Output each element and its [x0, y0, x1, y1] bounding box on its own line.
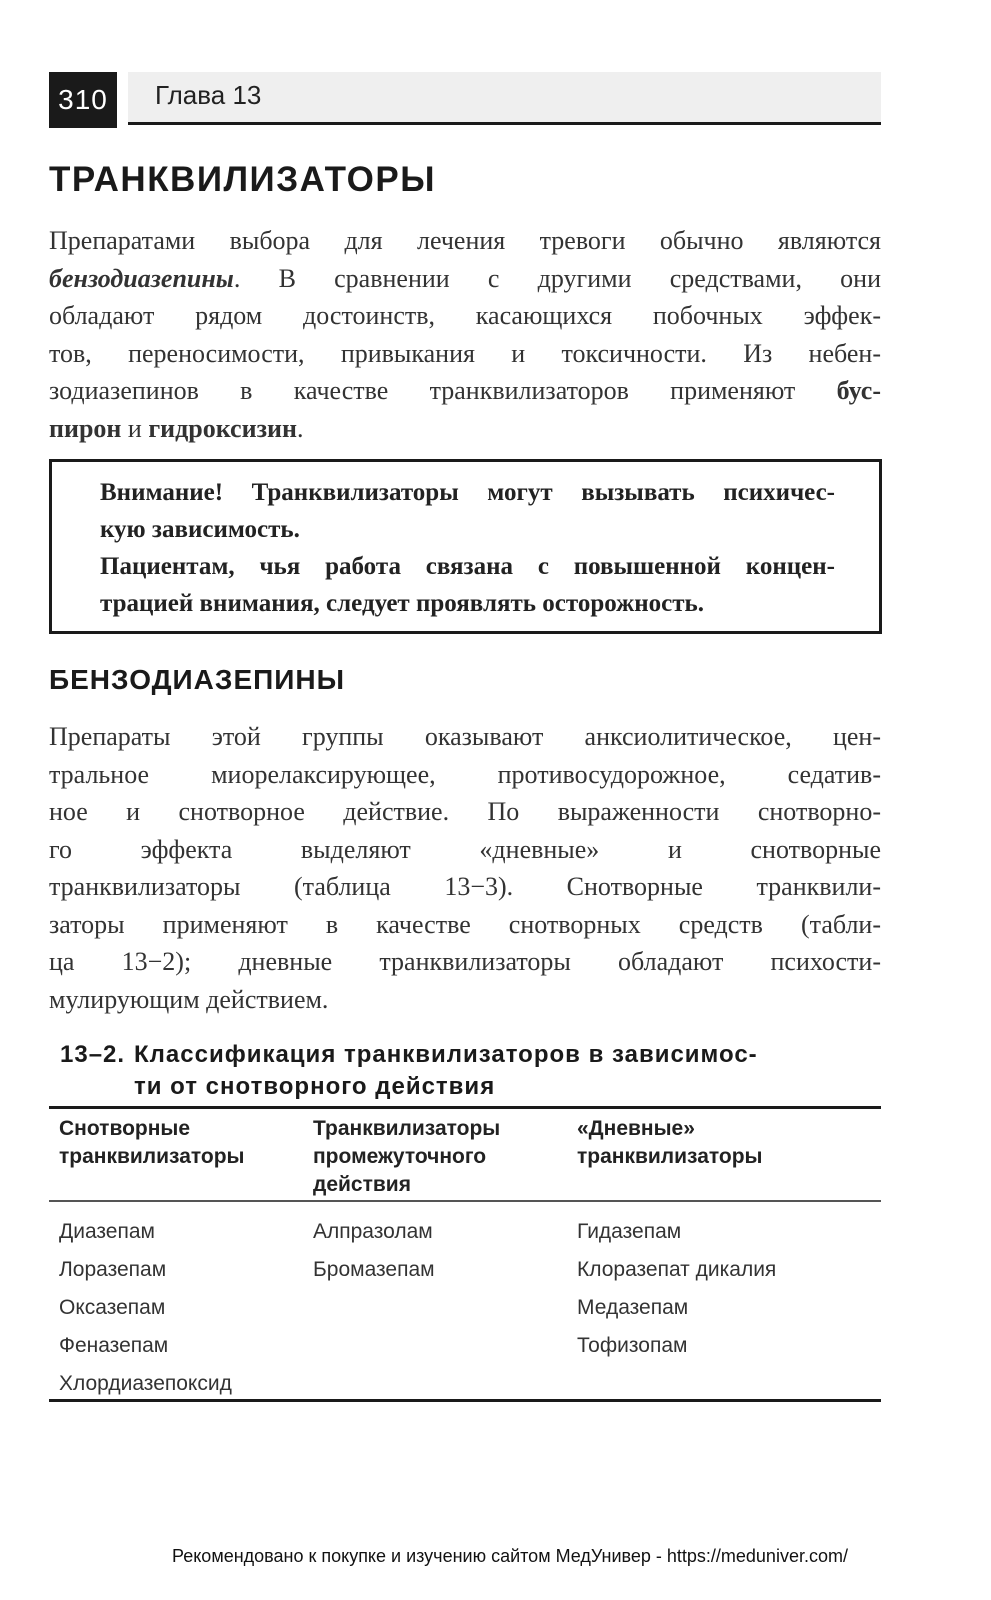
body-line: мулирующим действием. — [49, 984, 329, 1014]
intro-line: Препаратами выбора для лечения тревоги обычно являются — [49, 226, 881, 255]
warning-line: Внимание! Транквилизаторы могут вызывать психичес- — [100, 479, 835, 506]
body-line: ное и снотворное действие. По выраженности снотворно- — [49, 797, 881, 826]
intro-line: зодиазепинов в качестве транквилизаторов применяют бус- — [49, 376, 881, 405]
table-header-rule — [49, 1200, 881, 1202]
warning-box — [49, 459, 882, 634]
table-caption-line: Классификация транквилизаторов в зависимос- — [134, 1041, 758, 1068]
table-top-rule — [49, 1106, 881, 1109]
intro-paragraph — [49, 222, 881, 447]
intro-line: пирон и гидроксизин. — [49, 413, 304, 443]
table-cell: Лоразепам — [59, 1258, 167, 1281]
warning-line: трацией внимания, следует проявлять осторожность. — [100, 590, 704, 617]
intro-line: бензодиазепины. В сравнении с другими средствами, они — [49, 263, 881, 293]
warning-line: кую зависимость. — [100, 516, 300, 543]
section-title: ТРАНКВИЛИЗАТОРЫ — [49, 160, 437, 199]
body-line: Препараты этой группы оказывают анксиолитическое, цен- — [49, 722, 881, 751]
table-cell: Бромазепам — [313, 1258, 435, 1281]
chapter-label: Глава 13 — [155, 80, 262, 110]
table-cell: Медазепам — [577, 1296, 689, 1319]
table-cell: Клоразепат дикалия — [577, 1258, 777, 1281]
table-cell: Феназепам — [59, 1334, 169, 1357]
table-bottom-rule — [49, 1399, 881, 1402]
table-cell: Алпразолам — [313, 1220, 433, 1243]
emphasis-term: бензодиазепины — [49, 263, 234, 293]
page-number: 310 — [49, 72, 117, 128]
body-line: транквилизаторы (таблица 13−3). Снотворные транквили- — [49, 872, 881, 901]
body-line: тральное миорелаксирующее, противосудорожное, седатив- — [49, 759, 881, 789]
table-cell: Оксазепам — [59, 1296, 166, 1319]
table-cell: Хлордиазепоксид — [59, 1372, 232, 1395]
table-caption-line: ти от снотворного действия — [134, 1073, 496, 1100]
table-number: 13–2. — [60, 1041, 126, 1068]
footer-note: Рекомендовано к покупке и изучению сайтом МедУнивер - https://meduniver.com/ — [172, 1546, 848, 1566]
table-header-daytime: «Дневные» транквилизаторы — [577, 1117, 763, 1168]
table-cell: Гидазепам — [577, 1220, 682, 1243]
table-header-intermediate: Транквилизаторы промежуточного действия — [313, 1117, 501, 1196]
table-cell: Тофизопам — [577, 1334, 688, 1357]
table-cell: Диазепам — [59, 1220, 155, 1243]
intro-line: обладают рядом достоинств, касающихся побочных эффек- — [49, 301, 881, 330]
body-line: го эффекта выделяют «дневные» и снотворные — [49, 834, 881, 864]
table-header-hypnotic: Снотворные транквилизаторы — [59, 1117, 245, 1168]
body-line: ца 13−2); дневные транквилизаторы обладают психости- — [49, 947, 881, 976]
body-paragraph — [49, 718, 881, 1018]
warning-line: Пациентам, чья работа связана с повышенной концен- — [100, 553, 835, 580]
body-line: заторы применяют в качестве снотворных средств (табли- — [49, 909, 881, 939]
intro-line: тов, переносимости, привыкания и токсичности. Из небен- — [49, 338, 881, 368]
subsection-title: БЕНЗОДИАЗЕПИНЫ — [49, 664, 345, 695]
